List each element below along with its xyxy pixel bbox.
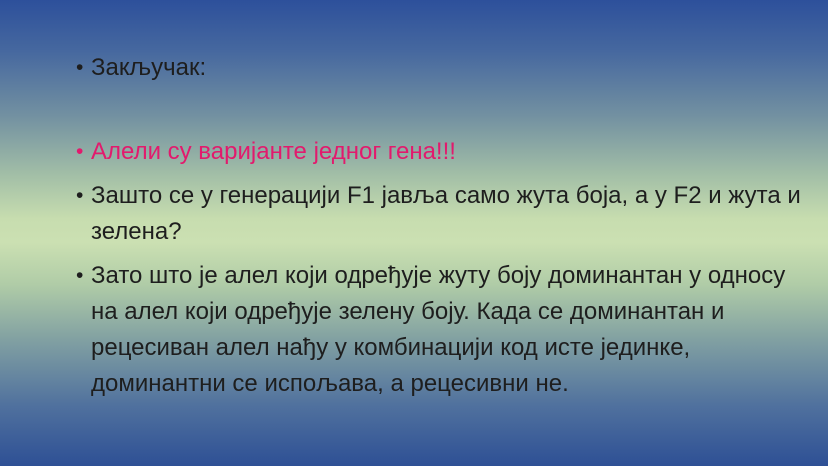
bullet-text [91,178,801,250]
bullet-item-answer [76,258,814,402]
bullet-icon: • [76,184,84,207]
bullet-icon: • [76,56,84,79]
bullet-text-line: Алели су варијанте једног гена!!! [91,138,456,165]
bullet-icon: • [76,264,84,287]
bullet-text-line: на алел који одређује зелену боју. Када се доминантан и [91,298,725,325]
bullet-item-question [76,178,814,250]
bullet-text-line: Зашто се у генерацији F1 јавља само жута боја, а у F2 и жута и [91,182,801,209]
bullet-text-line: рецесиван алел нађу у комбинацији код исте јединке, [91,334,691,361]
slide-text-block [76,50,814,410]
bullet-text-line: Закључак: [91,54,207,81]
bullet-icon: • [76,140,84,163]
bullet-item-alleles-highlight [76,134,814,170]
bullet-text [91,134,456,170]
bullet-text-line: зелена? [91,218,182,245]
bullet-text [91,50,206,86]
bullet-text [91,258,785,402]
bullet-text-line: доминантни се испољава, а рецесивни не. [91,370,569,397]
bullet-text-line: Зато што је алел који одређује жуту боју доминантан у односу [91,262,786,289]
bullet-item-conclusion [76,50,814,86]
